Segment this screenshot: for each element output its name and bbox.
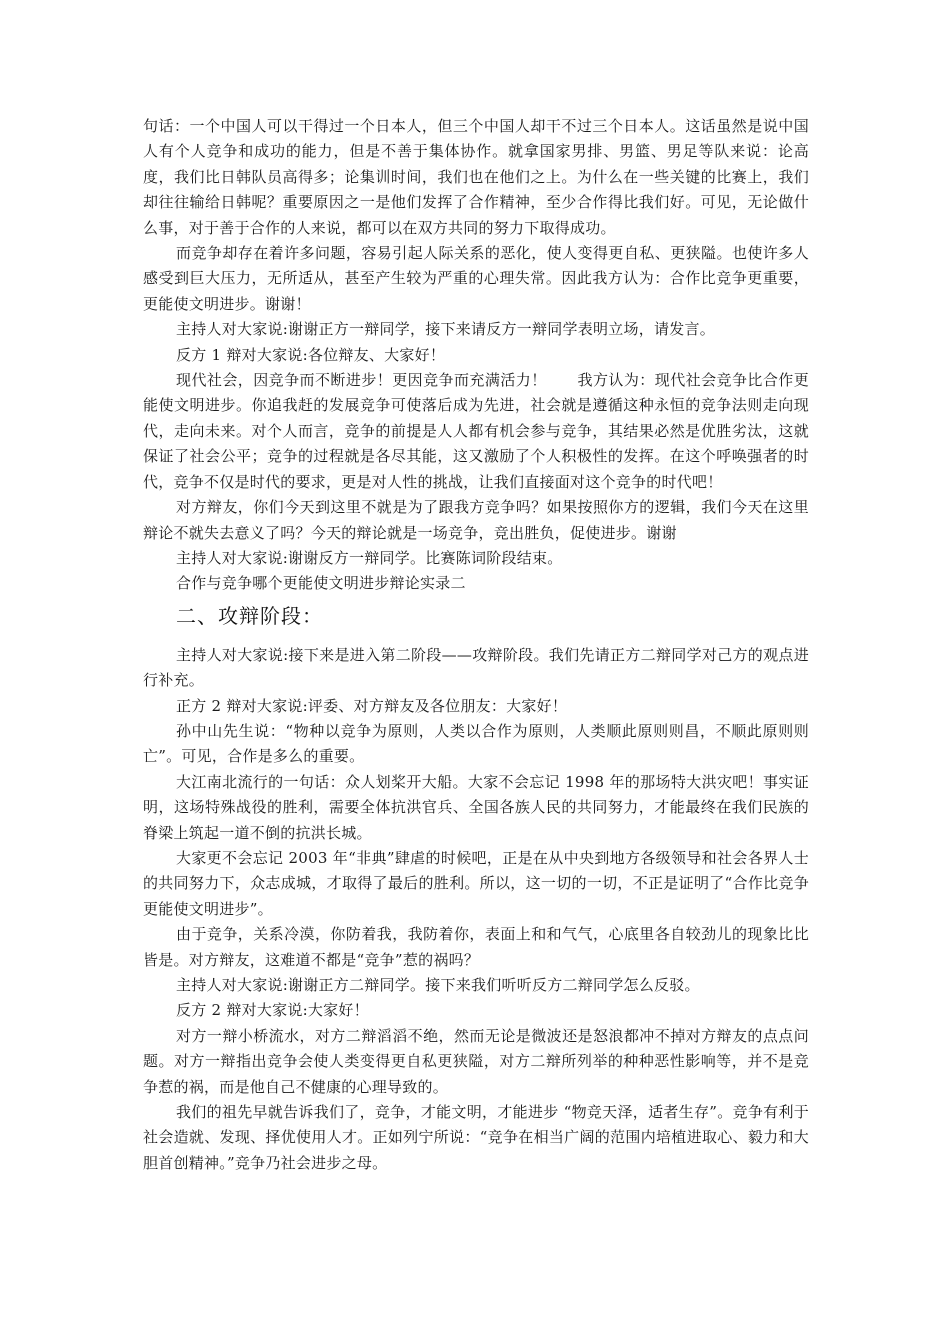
document-page: [143, 114, 809, 1176]
paragraph: 大江南北流行的一句话：众人划桨开大船。大家不会忘记 1998 年的那场特大洪灾吧！事实证明，这场特殊战役的胜利，需要全体抗洪官兵、全国各族人民的共同努力，才能最终在我们民族的脊梁上筑起一道不倒的抗洪长城。: [143, 772, 809, 842]
paragraph: 由于竞争，关系冷漠，你防着我，我防着你，表面上和和气气，心底里各自较劲儿的现象比比皆是。对方辩友，这难道不都是“竞争”惹的祸吗？: [143, 925, 809, 969]
paragraph: 孙中山先生说：“物种以竞争为原则，人类以合作为原则，人类顺此原则则昌，不顺此原则则亡”。可见，合作是多么的重要。: [143, 721, 809, 766]
paragraph: 主持人对大家说:接下来是进入第二阶段——攻辩阶段。我们先请正方二辩同学对己方的观点进行补充。: [143, 645, 809, 690]
paragraph: 对方一辩小桥流水，对方二辩滔滔不绝，然而无论是微波还是怒浪都冲不掉对方辩友的点点问题。对方一辩指出竞争会使人类变得更自私更狭隘，对方二辩所列举的种种恶性影响等，并不是竞争惹的祸，而是他自己不健康的心理导致的。: [143, 1026, 809, 1096]
paragraph: 句话：一个中国人可以干得过一个日本人，但三个中国人却干不过三个日本人。这话虽然是说中国人有个人竞争和成功的能力，但是不善于集体协作。就拿国家男排、男篮、男足等队来说：论高度，我们比日韩队员高得多；论集训时间，我们也在他们之上。为什么在一些关键的比赛上，我们却往往输给日韩呢？重要原因之一是他们发挥了合作精神，至少合作得比我们好。可见，无论做什么事，对于善于合作的人来说，都可以在双方共同的努力下取得成功。: [143, 117, 809, 237]
paragraph: 主持人对大家说:谢谢反方一辩同学。比赛陈词阶段结束。: [176, 548, 563, 567]
section-heading: 二、攻辩阶段：: [176, 603, 323, 628]
paragraph: 反方 1 辩对大家说:各位辩友、大家好！: [176, 345, 446, 364]
paragraph: 反方 2 辩对大家说:大家好！: [176, 1001, 369, 1020]
paragraph: 主持人对大家说:谢谢正方一辩同学，接下来请反方一辩同学表明立场，请发言。: [176, 320, 716, 339]
paragraph: 大家更不会忘记 2003 年“非典”肆虐的时候吧，正是在从中央到地方各级领导和社会各界人士的共同努力下，众志成城，才取得了最后的胜利。所以，这一切的一切，不正是证明了“合作比竞争更能使文明进步”。: [143, 848, 809, 918]
paragraph: 合作与竞争哪个更能使文明进步辩论实录二: [176, 574, 466, 593]
paragraph: 而竞争却存在着许多问题，容易引起人际关系的恶化，使人变得更自私、更狭隘。也使许多人感受到巨大压力，无所适从，甚至产生较为严重的心理失常。因此我方认为：合作比竞争更重要，更能使文明进步。谢谢！: [143, 244, 809, 313]
paragraph: 我们的祖先早就告诉我们了，竞争，才能文明，才能进步 “物竞天泽，适者生存”。竞争有利于社会造就、发现、择优使用人才。正如列宁所说：“竞争在相当广阔的范围内培植进取心、毅力和大胆首创精神。”竞争乃社会进步之母。: [143, 1103, 809, 1172]
paragraph: 对方辩友，你们今天到这里不就是为了跟我方竞争吗？如果按照你方的逻辑，我们今天在这里辩论不就失去意义了吗？今天的辩论就是一场竞争，竞出胜负，促使进步。谢谢: [143, 498, 809, 542]
paragraph: 正方 2 辩对大家说:评委、对方辩友及各位朋友：大家好！: [176, 696, 568, 715]
paragraph: 主持人对大家说:谢谢正方二辩同学。接下来我们听听反方二辩同学怎么反驳。: [176, 976, 700, 994]
paragraph: 现代社会，因竞争而不断进步！更因竞争而充满活力！ 我方认为：现代社会竞争比合作更能使文明进步。你追我赶的发展竞争可使落后成为先进，社会就是遵循这种永恒的竞争法则走向现代，走向未来。对个人而言，竞争的前提是人人都有机会参与竞争，其结果必然是优胜劣汰，这就保证了社会公平；竞争的过程就是各尽其能，这又激励了个人积极性的发挥。在这个呼唤强者的时代，竞争不仅是时代的要求，更是对人性的挑战，让我们直接面对这个竞争的时代吧！: [143, 371, 809, 491]
